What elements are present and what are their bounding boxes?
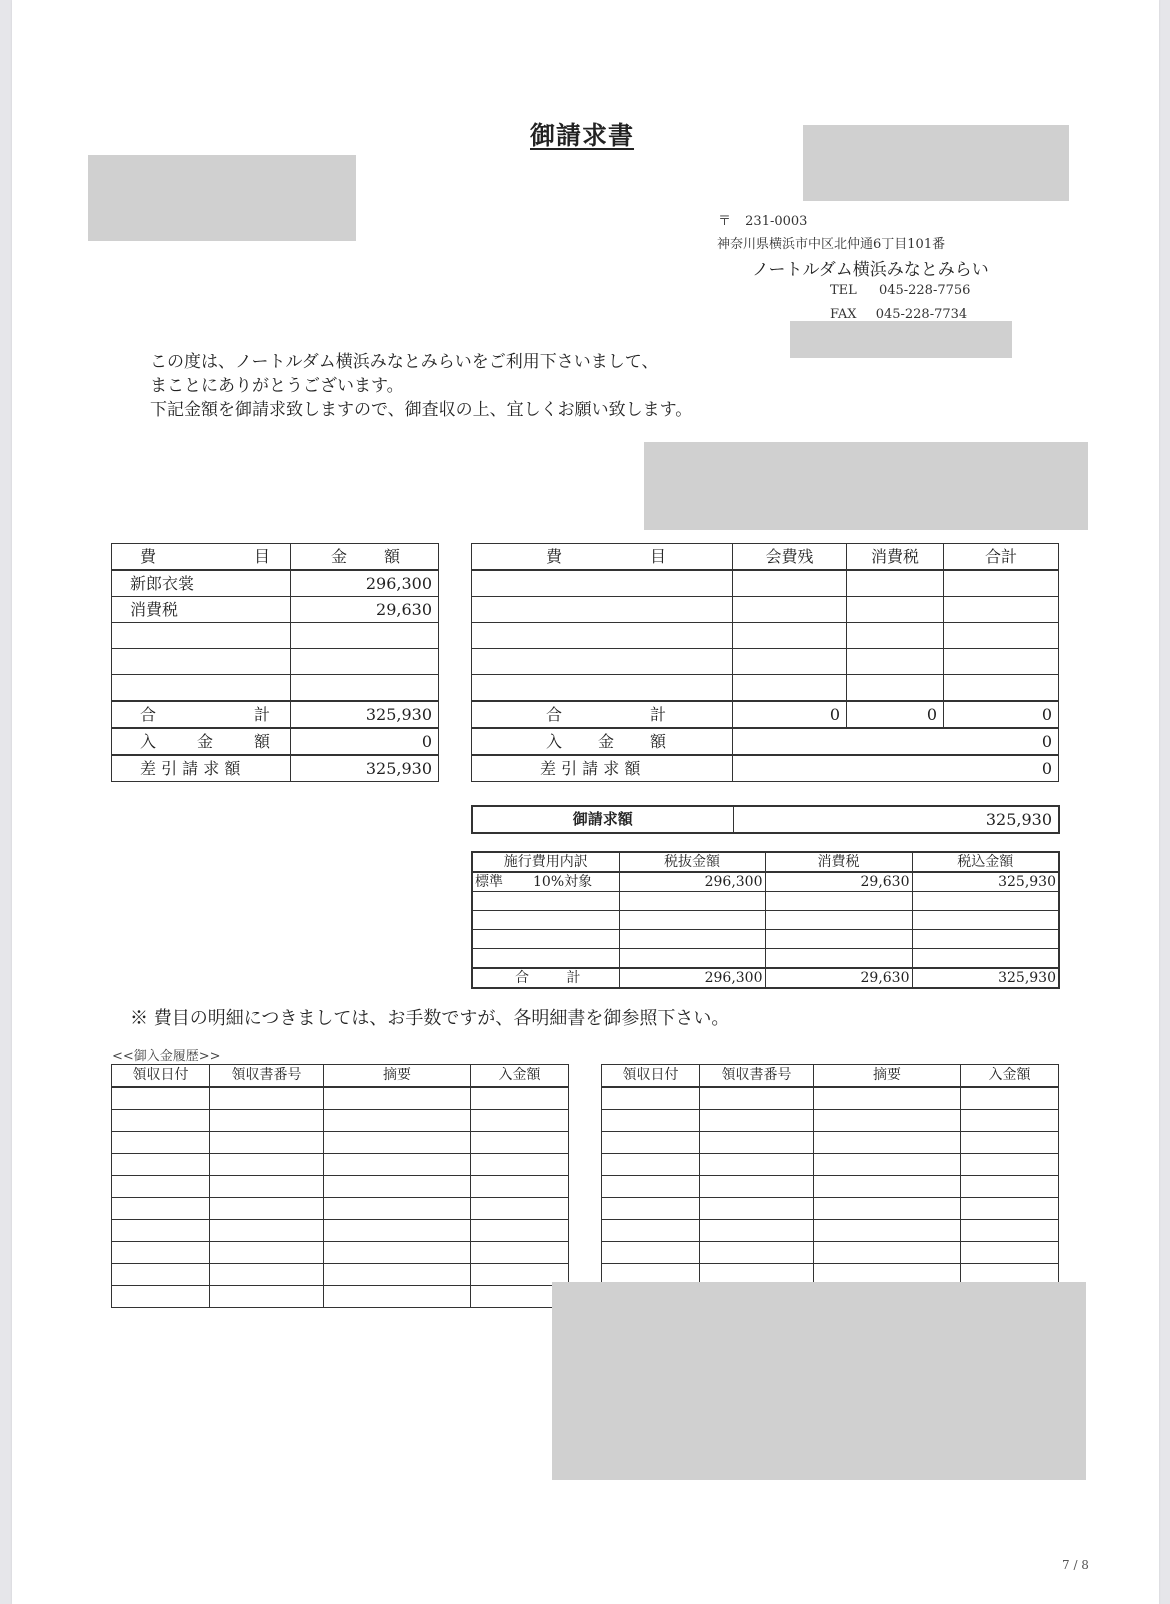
issuer-tel — [830, 283, 970, 298]
header-remaining: 会費残 — [733, 544, 847, 571]
balance-label: 差 引 請 求 額 — [112, 755, 291, 782]
table-row — [602, 1176, 1059, 1198]
total-row — [472, 701, 1059, 728]
postal-code: 231-0003 — [745, 214, 808, 229]
total-row — [472, 968, 1059, 988]
table-row — [602, 1132, 1059, 1154]
issuer-name: ノートルダム横浜みなとみらい — [752, 260, 989, 280]
table-row — [602, 1110, 1059, 1132]
excl-tax-amount: 296,300 — [619, 872, 765, 892]
greeting — [150, 350, 692, 422]
item-cell: 消費税 — [112, 597, 291, 623]
table-row — [602, 1198, 1059, 1220]
total-amount: 325,930 — [291, 701, 439, 728]
postal-mark: 〒 — [718, 214, 732, 229]
paid-label-c: 額 — [649, 732, 666, 751]
table-row — [112, 1286, 569, 1308]
table-row — [472, 675, 1059, 702]
header-amount-b: 額 — [383, 547, 400, 566]
table-row — [472, 872, 1059, 892]
paid-label-a: 入 — [546, 732, 563, 751]
total-label-a: 合 — [140, 705, 157, 724]
total-tax: 0 — [847, 701, 944, 728]
table-header-row — [472, 852, 1059, 872]
table-row — [112, 1087, 569, 1110]
incl-tax-amount: 325,930 — [912, 872, 1059, 892]
issuer-fax — [830, 307, 967, 322]
balance-amount: 325,930 — [291, 755, 439, 782]
table-row — [472, 949, 1059, 969]
total-label-b: 計 — [253, 705, 270, 724]
balance-row — [472, 755, 1059, 782]
total-total: 0 — [944, 701, 1059, 728]
redacted-issuer-info — [790, 321, 1012, 358]
header-receipt-number: 領収書番号 — [210, 1065, 324, 1088]
issuer-postal — [718, 210, 807, 229]
table-row — [112, 1242, 569, 1264]
header-breakdown: 施行費用内訳 — [472, 852, 619, 872]
table-row — [112, 1198, 569, 1220]
table-header-row — [472, 544, 1059, 571]
total-label-b: 計 — [649, 705, 666, 724]
table-header-row — [112, 1065, 569, 1088]
header-item-b: 目 — [649, 547, 666, 566]
header-total: 合計 — [944, 544, 1059, 571]
table-row — [112, 1110, 569, 1132]
item-cell: 新郎衣裳 — [112, 570, 291, 597]
header-incl-tax: 税込金額 — [912, 852, 1059, 872]
total-incl-tax: 325,930 — [912, 968, 1059, 988]
table-row — [112, 649, 439, 675]
redacted-stamp-area — [644, 442, 1088, 530]
header-item-a: 費 — [140, 547, 157, 566]
payment-history-title: <<御入金履歴>> — [112, 1049, 221, 1064]
table-row — [112, 1220, 569, 1242]
amount-cell — [291, 623, 439, 649]
paid-amount: 0 — [291, 728, 439, 755]
paid-amount: 0 — [733, 728, 1059, 755]
tax-amount: 29,630 — [765, 872, 912, 892]
tax-breakdown-table — [471, 851, 1060, 989]
payment-history-table-right — [601, 1064, 1059, 1308]
table-row — [112, 1176, 569, 1198]
table-header-row — [602, 1065, 1059, 1088]
balance-row — [112, 755, 439, 782]
table-row — [472, 911, 1059, 930]
amount-cell: 296,300 — [291, 570, 439, 597]
header-excl-tax: 税抜金額 — [619, 852, 765, 872]
header-amount-a: 金 — [331, 547, 348, 566]
header-item-b: 目 — [253, 547, 270, 566]
amount-cell — [291, 649, 439, 675]
header-description: 摘要 — [814, 1065, 961, 1088]
header-item-a: 費 — [546, 547, 563, 566]
document-title: 御請求書 — [530, 121, 635, 150]
balance-label: 差 引 請 求 額 — [472, 755, 733, 782]
table-row — [112, 623, 439, 649]
table-row — [472, 570, 1059, 597]
fax-label: FAX — [830, 307, 857, 322]
invoice-total-box — [471, 805, 1060, 834]
paid-label-a: 入 — [140, 732, 157, 751]
redacted-recipient — [88, 155, 356, 241]
table-row — [112, 1132, 569, 1154]
item-cell — [112, 675, 291, 702]
header-payment-amount: 入金額 — [471, 1065, 569, 1088]
table-row — [602, 1220, 1059, 1242]
table-row — [472, 597, 1059, 623]
balance-amount: 0 — [733, 755, 1059, 782]
tel-label: TEL — [830, 283, 857, 298]
total-remaining: 0 — [733, 701, 847, 728]
table-row — [472, 649, 1059, 675]
table-row — [112, 597, 439, 623]
payment-history-table-left — [111, 1064, 569, 1308]
page-number: 7 / 8 — [1062, 1558, 1089, 1572]
table-row — [472, 892, 1059, 911]
total-label-b: 計 — [566, 970, 581, 986]
greeting-line-2: まことにありがとうございます。 — [150, 376, 404, 396]
paid-label-b: 金 — [196, 732, 213, 751]
table-row — [602, 1087, 1059, 1110]
total-label-a: 合 — [546, 705, 563, 724]
table-row — [112, 570, 439, 597]
table-row — [602, 1154, 1059, 1176]
redacted-issuer-logo — [803, 125, 1069, 201]
paid-label-c: 額 — [253, 732, 270, 751]
rate-label: 10%対象 — [533, 874, 593, 890]
greeting-line-1: この度は、ノートルダム横浜みなとみらいをご利用下さいまして、 — [150, 352, 659, 372]
charges-table — [111, 543, 439, 782]
greeting-line-3: 下記金額を御請求致しますので、御査収の上、宜しくお願い致します。 — [150, 400, 693, 420]
paid-row — [112, 728, 439, 755]
redacted-bottom-area — [552, 1282, 1086, 1480]
header-receipt-date: 領収日付 — [602, 1065, 700, 1088]
amount-cell: 29,630 — [291, 597, 439, 623]
fax-number: 045-228-7734 — [875, 307, 968, 322]
rate-category: 標準 — [475, 874, 503, 890]
total-row — [112, 701, 439, 728]
membership-charges-table — [471, 543, 1059, 782]
total-excl-tax: 296,300 — [619, 968, 765, 988]
invoice-total-amount: 325,930 — [733, 806, 1059, 833]
header-payment-amount: 入金額 — [961, 1065, 1059, 1088]
header-tax: 消費税 — [847, 544, 944, 571]
item-cell — [112, 649, 291, 675]
total-tax: 29,630 — [765, 968, 912, 988]
amount-cell — [291, 675, 439, 702]
table-row — [112, 675, 439, 702]
header-description: 摘要 — [324, 1065, 471, 1088]
header-tax: 消費税 — [765, 852, 912, 872]
paid-row — [472, 728, 1059, 755]
item-cell — [112, 623, 291, 649]
tel-number: 045-228-7756 — [878, 283, 971, 298]
invoice-total-label: 御請求額 — [472, 806, 733, 833]
table-row — [112, 1154, 569, 1176]
header-receipt-number: 領収書番号 — [700, 1065, 814, 1088]
table-row — [602, 1242, 1059, 1264]
header-receipt-date: 領収日付 — [112, 1065, 210, 1088]
table-row — [112, 1264, 569, 1286]
table-row — [472, 930, 1059, 949]
issuer-address: 神奈川県横浜市中区北仲通6丁目101番 — [717, 237, 946, 252]
paid-label-b: 金 — [597, 732, 614, 751]
table-row — [472, 623, 1059, 649]
total-label-a: 合 — [515, 970, 529, 986]
details-note: ※ 費目の明細につきましては、お手数ですが、各明細書を御参照下さい。 — [130, 1008, 730, 1029]
table-header-row — [112, 544, 439, 571]
